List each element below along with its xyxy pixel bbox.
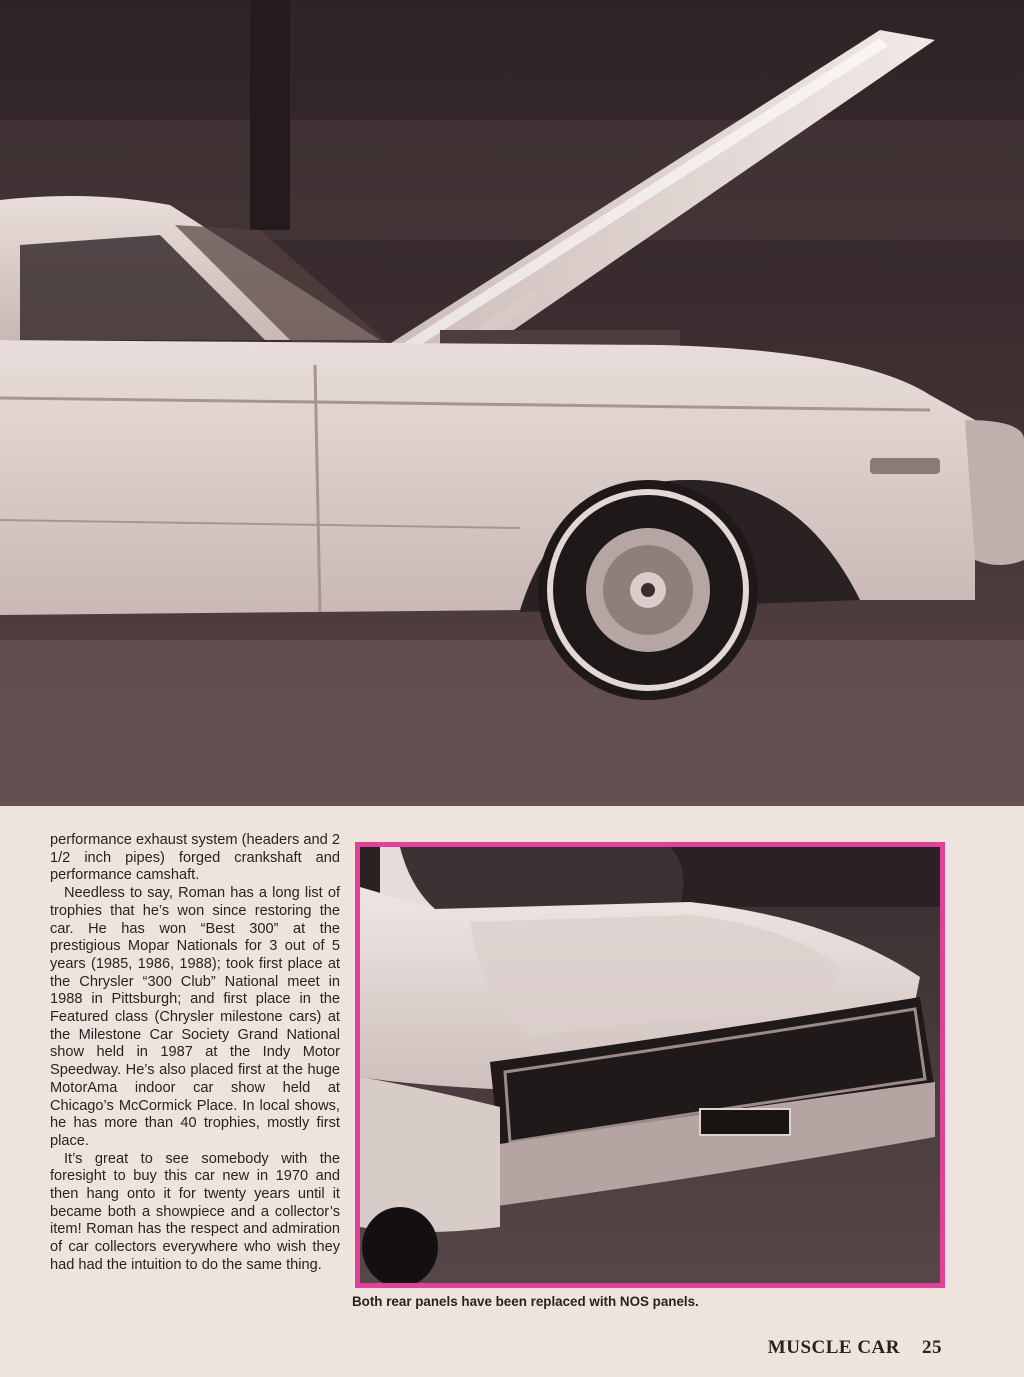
inset-photo-rear-panels bbox=[355, 842, 945, 1288]
article-body bbox=[50, 832, 340, 1275]
paragraph-trophies: Needless to say, Roman has a long list of trophies that he’s won since restoring the car. He has won “Best 300” at the prestigious Mopar Nationals for 3 out of 5 years (1985, 1986, 1988); took first place at the Chrysler “300 Club” National meet in 1988 in Pittsburgh; and first place in the Featured class (Chrysler milestone cars) at the Milestone Car Society Grand National show held in 1987 at the Indy Motor Speedway. He’s also placed first at the huge MotorAma indoor car show held at Chicago’s McCormick Place. In local shows, he has more than 40 trophies, mostly first place. bbox=[50, 885, 340, 1149]
paragraph-exhaust: performance exhaust system (headers and 2 1/2 inch pipes) forged crankshaft and performance camshaft. bbox=[50, 832, 340, 884]
paragraph-foresight: It’s great to see somebody with the foresight to buy this car new in 1970 and then hang onto it for twenty years until it became both a showpiece and a collector’s item! Roman has the respect and admiration of car collectors everywhere who wish they had had the intuition to do the same thing. bbox=[50, 1150, 340, 1273]
page-number: 25 bbox=[922, 1337, 942, 1358]
magazine-title: MUSCLE CAR bbox=[767, 1337, 900, 1358]
inset-photo-illustration bbox=[360, 847, 940, 1283]
inset-photo-caption: Both rear panels have been replaced with NOS panels. bbox=[352, 1294, 699, 1309]
page-footer bbox=[768, 1337, 942, 1359]
